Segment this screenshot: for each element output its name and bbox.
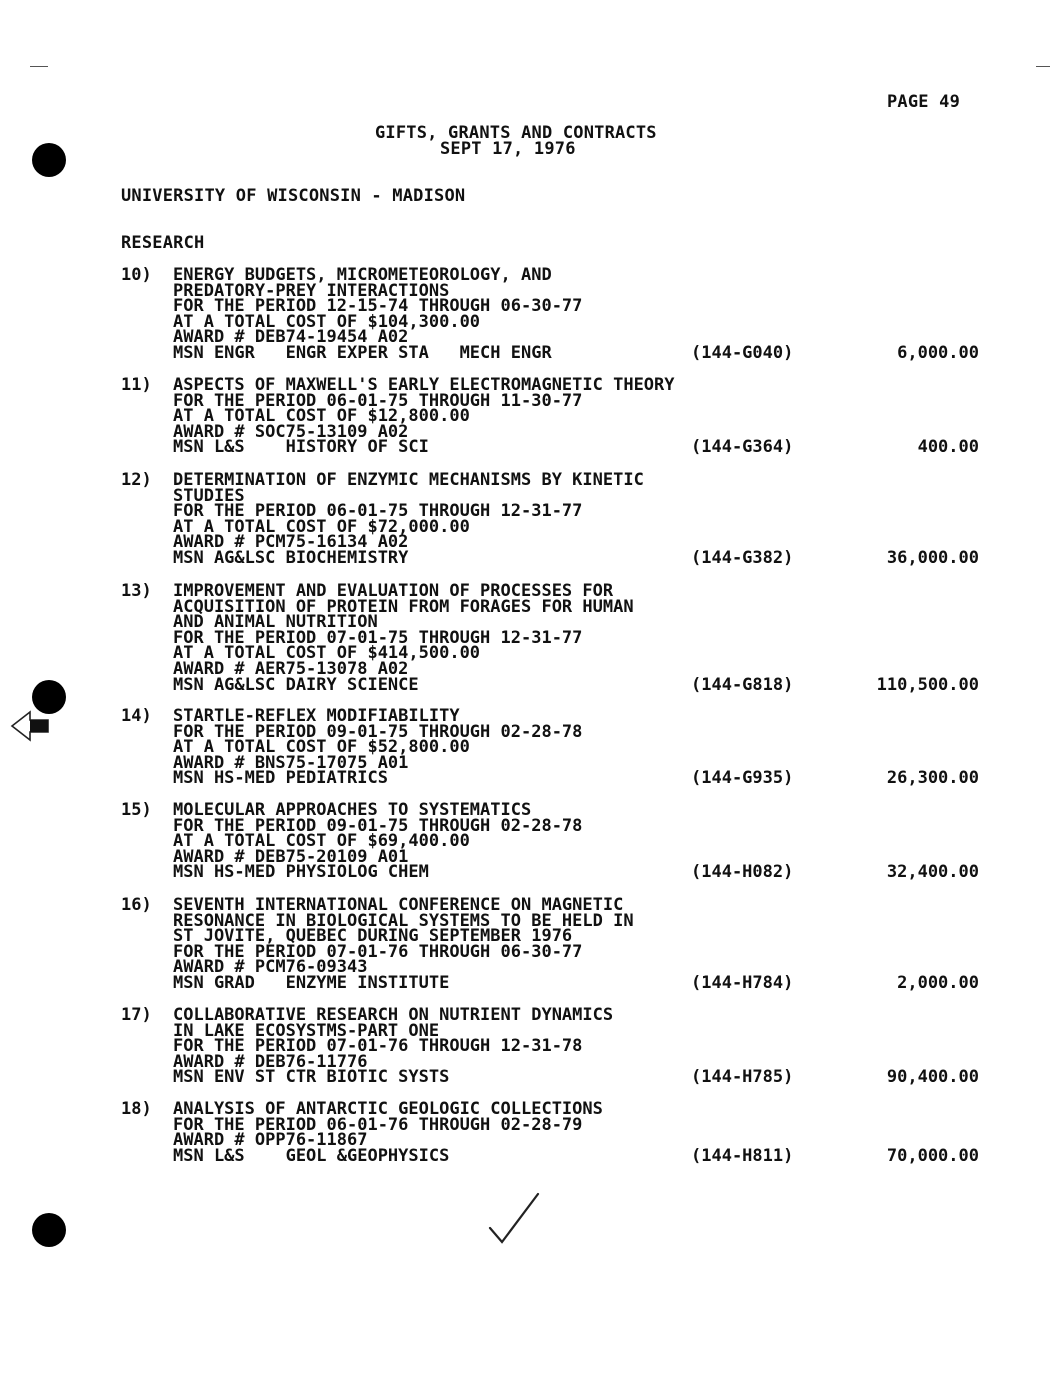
grant-description [173, 706, 991, 789]
grant-line: AND ANIMAL NUTRITION [173, 612, 378, 633]
grant-amount: 26,300.00 [886, 768, 979, 789]
grant-line: ENERGY BUDGETS, MICROMETEOROLOGY, AND [173, 265, 552, 285]
grant-line: AWARD # PCM75-16134 A02 [173, 532, 409, 553]
punch-hole-top [32, 143, 66, 177]
grant-number: 15) [121, 800, 152, 820]
grant-number: 12) [121, 470, 152, 490]
grant-entry [121, 470, 991, 568]
grant-entry [121, 895, 991, 993]
institution-name: UNIVERSITY OF WISCONSIN - MADISON [121, 186, 466, 206]
grant-description [173, 581, 991, 695]
grant-number: 14) [121, 706, 152, 726]
grant-entry [121, 1005, 991, 1088]
grant-line: MSN ENV ST CTR BIOTIC SYSTS [173, 1067, 450, 1088]
grant-line: IN LAKE ECOSYSTMS-PART ONE [173, 1020, 440, 1041]
grant-line: FOR THE PERIOD 06-01-76 THROUGH 02-28-79 [173, 1114, 583, 1135]
account-code: (144-G040) [691, 343, 794, 363]
grant-number: 16) [121, 895, 152, 915]
grant-line: STUDIES [173, 485, 245, 506]
grant-line: AT A TOTAL COST OF $72,000.00 [173, 516, 470, 537]
grant-number: 13) [121, 581, 152, 601]
grant-number: 18) [121, 1099, 152, 1119]
grant-line: FOR THE PERIOD 12-15-74 THROUGH 06-30-77 [173, 296, 583, 317]
grant-number: 11) [121, 375, 152, 395]
grant-line: MSN GRAD ENZYME INSTITUTE [173, 972, 450, 993]
grant-line: ANALYSIS OF ANTARCTIC GEOLOGIC COLLECTIONS [173, 1099, 603, 1119]
grant-amount: 6,000.00 [897, 343, 979, 363]
grant-line: FOR THE PERIOD 06-01-75 THROUGH 12-31-77 [173, 501, 583, 522]
arrow-mark-icon [10, 708, 52, 744]
grant-line: ST JOVITE, QUEBEC DURING SEPTEMBER 1976 [173, 926, 573, 947]
grant-description [173, 1099, 991, 1166]
grant-entry [121, 265, 991, 363]
grant-amount: 32,400.00 [886, 862, 979, 883]
account-code: (144-H785) [691, 1067, 794, 1088]
grant-amount: 70,000.00 [886, 1145, 979, 1166]
grant-line: AT A TOTAL COST OF $12,800.00 [173, 406, 470, 427]
account-code: (144-H811) [691, 1145, 794, 1166]
grant-description [173, 800, 991, 883]
grant-description [173, 375, 991, 458]
grant-line: FOR THE PERIOD 09-01-75 THROUGH 02-28-78 [173, 815, 583, 836]
grant-line: FOR THE PERIOD 09-01-75 THROUGH 02-28-78 [173, 721, 583, 742]
grant-line: AT A TOTAL COST OF $69,400.00 [173, 831, 470, 852]
edge-mark [30, 66, 48, 67]
grant-amount: 400.00 [917, 437, 979, 458]
page-number: PAGE 49 [887, 92, 961, 112]
edge-mark [1036, 66, 1050, 67]
account-code: (144-G382) [691, 548, 794, 568]
account-code: (144-H082) [691, 862, 794, 883]
account-code: (144-H784) [691, 973, 794, 993]
grant-description [173, 265, 991, 363]
grant-line: AWARD # AER75-13078 A02 [173, 658, 409, 679]
check-mark-icon [484, 1190, 544, 1250]
grant-entry [121, 375, 991, 458]
grant-line: AT A TOTAL COST OF $104,300.00 [173, 311, 481, 332]
grant-line: STARTLE-REFLEX MODIFIABILITY [173, 706, 460, 726]
grant-entry [121, 800, 991, 883]
grant-line: ACQUISITION OF PROTEIN FROM FORAGES FOR HUMAN [173, 596, 634, 617]
grant-entry [121, 706, 991, 789]
section-heading: RESEARCH [121, 233, 205, 253]
grant-line: MSN ENGR ENGR EXPER STA MECH ENGR [173, 342, 552, 363]
grant-line: AWARD # BNS75-17075 A01 [173, 752, 409, 773]
grant-amount: 2,000.00 [897, 973, 979, 993]
grant-amount: 36,000.00 [886, 548, 979, 568]
grant-line: IMPROVEMENT AND EVALUATION OF PROCESSES FOR [173, 581, 614, 601]
grant-line: FOR THE PERIOD 07-01-76 THROUGH 06-30-77 [173, 941, 583, 962]
grant-entry [121, 581, 991, 695]
grant-line: ASPECTS OF MAXWELL'S EARLY ELECTROMAGNETIC THEORY [173, 375, 675, 395]
grant-line: AWARD # PCM76-09343 [173, 957, 368, 978]
grant-entry [121, 1099, 991, 1166]
grant-line: FOR THE PERIOD 07-01-75 THROUGH 12-31-77 [173, 627, 583, 648]
document-title: GIFTS, GRANTS AND CONTRACTS [375, 123, 657, 143]
grant-line: MSN L&S GEOL &GEOPHYSICS [173, 1145, 450, 1166]
grant-description [173, 895, 991, 993]
grant-line: AWARD # OPP76-11867 [173, 1130, 368, 1151]
grant-line: FOR THE PERIOD 07-01-76 THROUGH 12-31-78 [173, 1036, 583, 1057]
grant-number: 17) [121, 1005, 152, 1025]
grant-line: PREDATORY-PREY INTERACTIONS [173, 280, 450, 301]
grant-line: COLLABORATIVE RESEARCH ON NUTRIENT DYNAMICS [173, 1005, 614, 1025]
document-date: SEPT 17, 1976 [440, 139, 576, 159]
grant-line: MSN HS-MED PHYSIOLOG CHEM [173, 862, 429, 883]
grant-line: RESONANCE IN BIOLOGICAL SYSTEMS TO BE HELD IN [173, 910, 634, 931]
grant-amount: 110,500.00 [876, 674, 979, 695]
grant-line: AWARD # DEB74-19454 A02 [173, 327, 409, 348]
grant-line: FOR THE PERIOD 06-01-75 THROUGH 11-30-77 [173, 390, 583, 411]
grant-amount: 90,400.00 [886, 1067, 979, 1088]
account-code: (144-G364) [691, 437, 794, 458]
grant-line: MSN HS-MED PEDIATRICS [173, 768, 388, 789]
grant-line: AWARD # DEB75-20109 A01 [173, 846, 409, 867]
grant-number: 10) [121, 265, 152, 285]
grant-line: AWARD # SOC75-13109 A02 [173, 421, 409, 442]
punch-hole-bottom [32, 1213, 66, 1247]
grant-line: MSN AG&LSC DAIRY SCIENCE [173, 674, 419, 695]
account-code: (144-G818) [691, 674, 794, 695]
grant-line: SEVENTH INTERNATIONAL CONFERENCE ON MAGNETIC [173, 895, 624, 915]
account-code: (144-G935) [691, 768, 794, 789]
grant-line: DETERMINATION OF ENZYMIC MECHANISMS BY KINETIC [173, 470, 644, 490]
grant-line: AT A TOTAL COST OF $414,500.00 [173, 643, 481, 664]
grant-description [173, 470, 991, 568]
grant-line: MOLECULAR APPROACHES TO SYSTEMATICS [173, 800, 532, 820]
grant-line: MSN AG&LSC BIOCHEMISTRY [173, 547, 409, 568]
grant-line: AWARD # DEB76-11776 [173, 1051, 368, 1072]
grant-line: AT A TOTAL COST OF $52,800.00 [173, 737, 470, 758]
grant-line: MSN L&S HISTORY OF SCI [173, 437, 429, 458]
grant-description [173, 1005, 991, 1088]
